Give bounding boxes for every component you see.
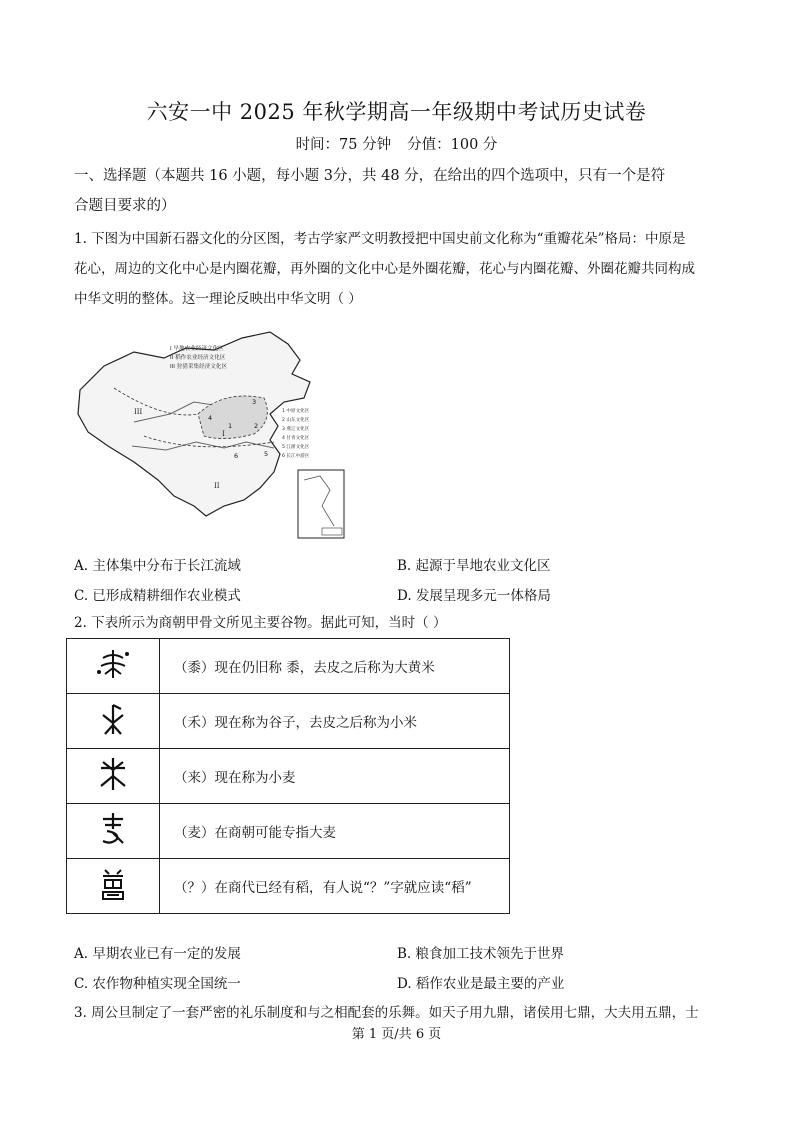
grain-desc-shu: （黍）现在仍旧称 黍，去皮之后称为大黄米: [160, 639, 510, 694]
grain-row: [67, 694, 510, 749]
legend-line-2: II 稻作农业经济文化区: [170, 355, 226, 361]
grain-row: [67, 639, 510, 694]
oracle-glyph-shu: [67, 639, 160, 694]
oracle-glyph-he: [67, 694, 160, 749]
grain-desc-dao: （？）在商代已经有稻，有人说“？”字就应读“稻”: [160, 859, 510, 914]
oracle-lai-icon: [93, 756, 133, 792]
exam-time: 时间：75 分钟: [295, 137, 392, 153]
q1-option-c[interactable]: C. 已形成精耕细作农业模式: [74, 588, 241, 604]
page-footer: 第 1 页/共 6 页: [351, 1027, 442, 1042]
grain-table: [66, 638, 510, 914]
q1-option-a[interactable]: A. 主体集中分布于长江流域: [74, 558, 241, 574]
zone-label-i: I: [222, 430, 225, 438]
q1-line-2: 花心，周边的文化中心是内圈花瓣，再外圈的文化中心是外圈花瓣，花心与内圈花瓣、外圈花瓣共同构成: [74, 261, 695, 277]
exam-score: 分值：100 分: [407, 137, 498, 153]
grain-desc-lai: （来）现在称为小麦: [160, 749, 510, 804]
q1-option-b[interactable]: B. 起源于旱地农业文化区: [397, 558, 551, 574]
sublegend-4: 4 甘青文化区: [282, 436, 310, 441]
inset-caption-box: [322, 528, 342, 535]
q1-line-3: 中华文明的整体。这一理论反映出中华文明（ ）: [74, 291, 362, 307]
grain-desc-he: （禾）现在称为谷子，去皮之后称为小米: [160, 694, 510, 749]
region-num-5: 5: [264, 450, 269, 458]
oracle-dao-icon: [93, 866, 133, 902]
sublegend-1: 1 中原文化区: [282, 409, 310, 414]
oracle-glyph-lai: [67, 749, 160, 804]
section-line-1: 一、选择题（本题共 16 小题，每小题 3分，共 48 分，在给出的四个选项中，只有一个是符: [74, 168, 666, 184]
sublegend-5: 5 江浙文化区: [282, 445, 310, 450]
region-num-6: 6: [234, 452, 239, 460]
q1-option-d[interactable]: D. 发展呈现多元一体格局: [397, 588, 551, 604]
region-num-3: 3: [252, 398, 257, 406]
region-num-2: 2: [254, 422, 259, 430]
grain-desc-mai: （麦）在商朝可能专指大麦: [160, 804, 510, 859]
sublegend-3: 3 燕辽文化区: [282, 427, 310, 432]
q2-option-c[interactable]: C. 农作物种植实现全国统一: [74, 976, 241, 992]
legend-line-1: I 旱地农业经济文化区: [170, 346, 224, 352]
q2-option-a[interactable]: A. 早期农业已有一定的发展: [74, 946, 241, 962]
exam-title: 六安一中 2025 年秋学期高一年级期中考试历史试卷: [146, 100, 647, 124]
grain-row: [67, 804, 510, 859]
oracle-he-icon: [93, 701, 133, 737]
oracle-glyph-mai: [67, 804, 160, 859]
q2-option-b[interactable]: B. 粮食加工技术领先于世界: [397, 946, 565, 962]
question-1: [74, 224, 724, 314]
sublegend-6: 6 长江中游区: [282, 454, 310, 459]
zone-label-iii: III: [134, 408, 143, 416]
map-legend: [170, 344, 227, 370]
region-num-1: 1: [228, 422, 233, 430]
zone-label-ii: II: [214, 482, 220, 490]
grain-row: [67, 749, 510, 804]
question-2-stem: 2. 下表所示为商朝甲骨文所见主要谷物。据此可知，当时（ ）: [74, 615, 447, 631]
q2-option-d[interactable]: D. 稻作农业是最主要的产业: [397, 976, 565, 992]
q1-line-1: 1. 下图为中国新石器文化的分区图，考古学家严文明教授把中国史前文化称为“重瓣花朵”格局：中原是: [74, 231, 686, 247]
section-heading: [74, 161, 724, 221]
neolithic-culture-map: [74, 330, 350, 542]
map-sublegend: [282, 407, 310, 459]
question-3-stem: 3. 周公旦制定了一套严密的礼乐制度和与之相配套的乐舞。如天子用九鼎，诸侯用七鼎，大夫用五鼎，士: [74, 1005, 699, 1021]
oracle-shu-icon: [93, 646, 133, 682]
section-line-2: 合题目要求的）: [74, 198, 176, 214]
exam-meta: [0, 133, 793, 154]
grain-row: [67, 859, 510, 914]
sublegend-2: 2 山东文化区: [282, 418, 310, 423]
legend-line-3: III 狩猎采集经济文化区: [170, 364, 228, 370]
region-num-4: 4: [208, 414, 213, 422]
oracle-mai-icon: [93, 811, 133, 847]
oracle-glyph-dao: [67, 859, 160, 914]
